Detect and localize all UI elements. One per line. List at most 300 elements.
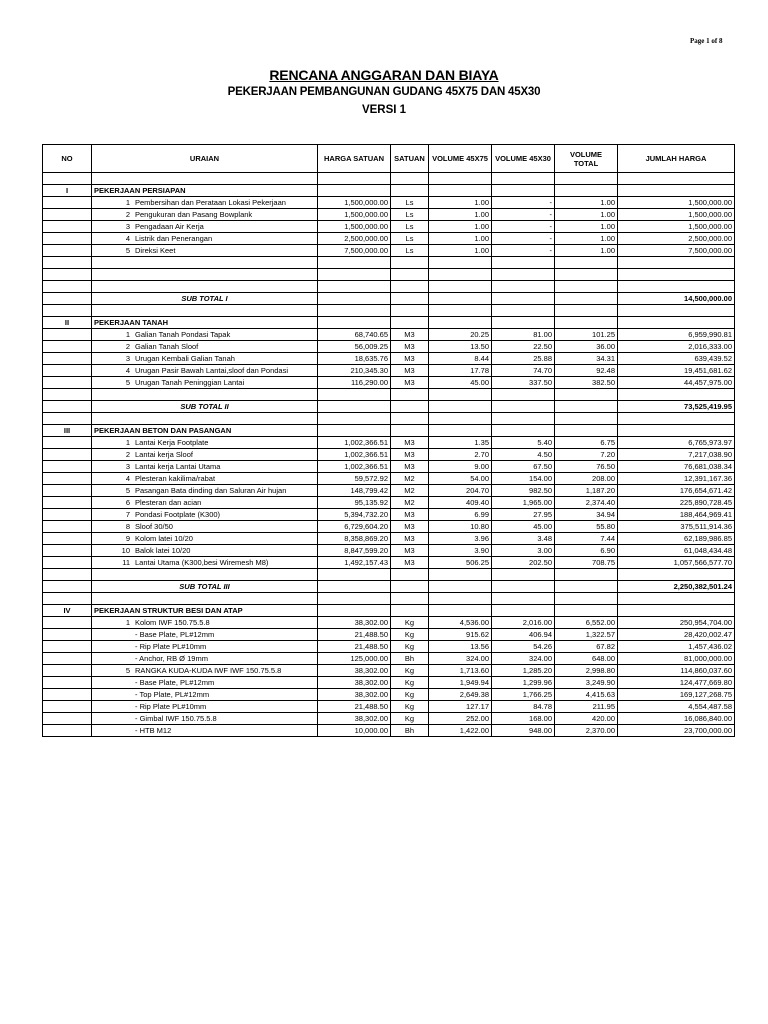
subtotal-row [43, 293, 735, 305]
unit-price: 95,135.92 [318, 497, 391, 509]
blank-cell [492, 185, 555, 197]
blank-cell [429, 593, 492, 605]
volume-45x30: 81.00 [492, 329, 555, 341]
unit: M3 [391, 545, 429, 557]
section-title: PEKERJAAN STRUKTUR BESI DAN ATAP [92, 605, 318, 617]
unit-price: 1,002,366.51 [318, 449, 391, 461]
volume-45x30: 324.00 [492, 653, 555, 665]
table-header-row [43, 145, 735, 173]
table-row [43, 245, 735, 257]
volume-45x75: 204.70 [429, 485, 492, 497]
blank-cell [92, 413, 318, 425]
item-number: 5 [125, 245, 130, 255]
blank-cell [391, 185, 429, 197]
table-row [43, 641, 735, 653]
total-price: 225,890,728.45 [618, 497, 735, 509]
row-section-cell [43, 617, 92, 629]
volume-45x30: - [492, 197, 555, 209]
item-text: Balok latei 10/20 [135, 545, 191, 555]
section-number: III [43, 425, 92, 437]
total-price: 1,500,000.00 [618, 221, 735, 233]
table-body [43, 173, 735, 737]
volume-total: 1.00 [555, 245, 618, 257]
table-row [43, 209, 735, 221]
unit-price: 1,500,000.00 [318, 221, 391, 233]
volume-45x75: 1.00 [429, 221, 492, 233]
row-section-cell [43, 677, 92, 689]
item-text: Pondasi Footplate (K300) [135, 509, 221, 519]
item-text: RANGKA KUDA-KUDA IWF IWF 150.75.5.8 [135, 665, 282, 675]
item-description [92, 617, 318, 629]
volume-45x75: 1,422.00 [429, 725, 492, 737]
item-number: 4 [125, 233, 130, 243]
volume-45x30: 67.50 [492, 461, 555, 473]
section-header-row [43, 317, 735, 329]
blank-cell [429, 569, 492, 581]
subtotal-value: 14,500,000.00 [618, 293, 735, 305]
table-row [43, 377, 735, 389]
volume-45x30: 1,766.25 [492, 689, 555, 701]
unit: Ls [391, 197, 429, 209]
section-number: IV [43, 605, 92, 617]
blank-cell [555, 413, 618, 425]
blank-cell [43, 581, 92, 593]
total-price: 1,057,566,577.70 [618, 557, 735, 569]
blank-cell [92, 569, 318, 581]
row-section-cell [43, 341, 92, 353]
blank-cell [429, 605, 492, 617]
blank-cell [391, 425, 429, 437]
table-row [43, 461, 735, 473]
blank-cell [555, 185, 618, 197]
blank-cell [555, 389, 618, 401]
volume-45x75: 127.17 [429, 701, 492, 713]
blank-cell [555, 257, 618, 269]
volume-total: 1.00 [555, 221, 618, 233]
volume-45x30: 74.70 [492, 365, 555, 377]
item-description [92, 473, 318, 485]
table-row [43, 437, 735, 449]
unit: M3 [391, 365, 429, 377]
blank-cell [429, 425, 492, 437]
volume-45x75: 506.25 [429, 557, 492, 569]
unit-price: 2,500,000.00 [318, 233, 391, 245]
blank-cell [391, 257, 429, 269]
blank-cell [555, 401, 618, 413]
blank-cell [492, 257, 555, 269]
unit: M2 [391, 497, 429, 509]
item-number: 11 [122, 557, 130, 567]
total-price: 28,420,002.47 [618, 629, 735, 641]
table-row [43, 725, 735, 737]
section-title: PEKERJAAN BETON DAN PASANGAN [92, 425, 318, 437]
volume-45x75: 4,536.00 [429, 617, 492, 629]
volume-total: 101.25 [555, 329, 618, 341]
item-number: 1 [125, 437, 130, 447]
unit: M3 [391, 377, 429, 389]
volume-total: 1,187.20 [555, 485, 618, 497]
item-text: Pengukuran dan Pasang Bowplank [135, 209, 253, 219]
blank-cell [43, 305, 92, 317]
blank-cell [492, 305, 555, 317]
blank-cell [92, 389, 318, 401]
volume-total: 4,415.63 [555, 689, 618, 701]
volume-total: 1.00 [555, 233, 618, 245]
blank-cell [429, 293, 492, 305]
volume-45x30: - [492, 209, 555, 221]
blank-cell [492, 605, 555, 617]
volume-45x30: 27.95 [492, 509, 555, 521]
blank-cell [492, 269, 555, 281]
subtotal-value: 2,250,382,501.24 [618, 581, 735, 593]
unit-price: 10,000.00 [318, 725, 391, 737]
volume-45x30: 22.50 [492, 341, 555, 353]
item-description [92, 233, 318, 245]
item-description [92, 461, 318, 473]
header-jumlah-harga: JUMLAH HARGA [618, 145, 735, 173]
total-price: 16,086,840.00 [618, 713, 735, 725]
total-price: 12,391,167.36 [618, 473, 735, 485]
volume-total: 55.80 [555, 521, 618, 533]
header-satuan: SATUAN [391, 145, 429, 173]
header-volume-total: VOLUME TOTAL [555, 145, 618, 173]
document-version: VERSI 1 [361, 104, 407, 116]
volume-45x30: 406.94 [492, 629, 555, 641]
total-price: 61,048,434.48 [618, 545, 735, 557]
unit-price: 21,488.50 [318, 641, 391, 653]
item-description [92, 521, 318, 533]
total-price: 19,451,681.62 [618, 365, 735, 377]
item-number: 6 [125, 497, 130, 507]
blank-cell [492, 401, 555, 413]
item-text: Pasangan Bata dinding dan Saluran Air hujan [135, 485, 287, 495]
unit: Kg [391, 641, 429, 653]
item-text: Galian Tanah Sloof [135, 341, 199, 351]
blank-cell [429, 413, 492, 425]
unit-price: 125,000.00 [318, 653, 391, 665]
unit-price: 21,488.50 [318, 701, 391, 713]
blank-cell [318, 593, 391, 605]
item-description [92, 665, 318, 677]
blank-cell [429, 581, 492, 593]
blank-cell [43, 401, 92, 413]
blank-cell [318, 269, 391, 281]
item-number: 10 [121, 545, 130, 555]
item-text: Listrik dan Penerangan [135, 233, 213, 243]
blank-cell [429, 257, 492, 269]
unit: M3 [391, 557, 429, 569]
table-row [43, 221, 735, 233]
row-section-cell [43, 545, 92, 557]
row-section-cell [43, 437, 92, 449]
volume-total: 211.95 [555, 701, 618, 713]
section-header-row [43, 185, 735, 197]
volume-45x75: 1.00 [429, 197, 492, 209]
unit-price: 56,009.25 [318, 341, 391, 353]
row-section-cell [43, 197, 92, 209]
unit: M3 [391, 341, 429, 353]
table-row [43, 353, 735, 365]
row-section-cell [43, 725, 92, 737]
blank-cell [555, 581, 618, 593]
blank-row [43, 257, 735, 269]
volume-45x75: 3.90 [429, 545, 492, 557]
item-description [92, 533, 318, 545]
item-description [92, 377, 318, 389]
volume-total: 382.50 [555, 377, 618, 389]
item-number: 1 [125, 329, 130, 339]
blank-cell [391, 389, 429, 401]
blank-cell [391, 605, 429, 617]
blank-cell [318, 425, 391, 437]
item-description [92, 341, 318, 353]
item-description [92, 365, 318, 377]
row-section-cell [43, 245, 92, 257]
item-number: 9 [125, 533, 130, 543]
total-price: 23,700,000.00 [618, 725, 735, 737]
item-number: 3 [125, 353, 130, 363]
volume-45x75: 10.80 [429, 521, 492, 533]
blank-cell [618, 317, 735, 329]
item-text: Plesteran dan acian [135, 497, 202, 507]
subtotal-label: SUB TOTAL I [92, 293, 318, 305]
row-section-cell [43, 641, 92, 653]
total-price: 169,127,268.75 [618, 689, 735, 701]
section-number: I [43, 185, 92, 197]
volume-45x75: 3.96 [429, 533, 492, 545]
total-price: 44,457,975.00 [618, 377, 735, 389]
blank-cell [391, 173, 429, 185]
item-number: 1 [125, 617, 130, 627]
volume-total: 2,370.00 [555, 725, 618, 737]
unit: M3 [391, 437, 429, 449]
unit: Bh [391, 725, 429, 737]
volume-45x30: 154.00 [492, 473, 555, 485]
blank-cell [391, 317, 429, 329]
table-row [43, 689, 735, 701]
unit: M3 [391, 329, 429, 341]
table-row [43, 677, 735, 689]
volume-45x75: 2.70 [429, 449, 492, 461]
volume-total: 1.00 [555, 197, 618, 209]
item-text: Plesteran kakilima/rabat [135, 473, 216, 483]
blank-row [43, 389, 735, 401]
item-description [92, 557, 318, 569]
item-description [92, 449, 318, 461]
table-row [43, 617, 735, 629]
table-row [43, 341, 735, 353]
blank-row [43, 173, 735, 185]
volume-45x75: 1,949.94 [429, 677, 492, 689]
volume-45x75: 1.00 [429, 245, 492, 257]
volume-45x30: 54.26 [492, 641, 555, 653]
blank-cell [43, 413, 92, 425]
blank-cell [92, 173, 318, 185]
total-price: 76,681,038.34 [618, 461, 735, 473]
unit-price: 38,302.00 [318, 617, 391, 629]
header-no: NO [43, 145, 92, 173]
blank-row [43, 281, 735, 293]
item-description [92, 329, 318, 341]
blank-cell [391, 293, 429, 305]
row-section-cell [43, 365, 92, 377]
volume-45x75: 9.00 [429, 461, 492, 473]
unit: M3 [391, 449, 429, 461]
blank-row [43, 569, 735, 581]
total-price: 639,439.52 [618, 353, 735, 365]
blank-cell [492, 281, 555, 293]
table-row [43, 701, 735, 713]
volume-total: 34.31 [555, 353, 618, 365]
item-text: Lantai Utama (K300,besi Wiremesh M8) [135, 557, 269, 567]
blank-cell [391, 593, 429, 605]
volume-total: 36.00 [555, 341, 618, 353]
total-price: 7,217,038.90 [618, 449, 735, 461]
unit: Kg [391, 689, 429, 701]
blank-cell [391, 569, 429, 581]
item-number: 5 [125, 665, 130, 675]
volume-45x75: 13.50 [429, 341, 492, 353]
unit: M3 [391, 521, 429, 533]
blank-cell [92, 593, 318, 605]
total-price: 124,477,669.80 [618, 677, 735, 689]
total-price: 1,457,436.02 [618, 641, 735, 653]
volume-total: 6,552.00 [555, 617, 618, 629]
blank-cell [618, 305, 735, 317]
blank-cell [429, 269, 492, 281]
volume-45x30: 45.00 [492, 521, 555, 533]
item-description [92, 485, 318, 497]
blank-cell [43, 569, 92, 581]
unit-price: 38,302.00 [318, 665, 391, 677]
unit: M2 [391, 473, 429, 485]
section-title: PEKERJAAN PERSIAPAN [92, 185, 318, 197]
subtotal-label: SUB TOTAL III [92, 581, 318, 593]
document-title: RENCANA ANGGARAN DAN BIAYA [269, 67, 499, 83]
header-volume-45x75: VOLUME 45X75 [429, 145, 492, 173]
unit-price: 21,488.50 [318, 629, 391, 641]
row-section-cell [43, 377, 92, 389]
section-header-row [43, 425, 735, 437]
row-section-cell [43, 329, 92, 341]
table-row [43, 197, 735, 209]
blank-cell [618, 185, 735, 197]
item-number: 2 [125, 341, 130, 351]
blank-cell [318, 185, 391, 197]
blank-cell [429, 401, 492, 413]
blank-cell [618, 569, 735, 581]
blank-cell [492, 173, 555, 185]
volume-total: 1,322.57 [555, 629, 618, 641]
row-section-cell [43, 353, 92, 365]
volume-total: 208.00 [555, 473, 618, 485]
subtotal-row [43, 581, 735, 593]
total-price: 2,016,333.00 [618, 341, 735, 353]
table-row [43, 329, 735, 341]
blank-cell [618, 389, 735, 401]
blank-cell [492, 389, 555, 401]
total-price: 4,554,487.58 [618, 701, 735, 713]
table-row [43, 629, 735, 641]
header-uraian: URAIAN [92, 145, 318, 173]
unit: Ls [391, 233, 429, 245]
volume-total: 2,998.80 [555, 665, 618, 677]
volume-total: 67.82 [555, 641, 618, 653]
volume-45x30: - [492, 221, 555, 233]
header-volume-45x30: VOLUME 45X30 [492, 145, 555, 173]
unit: M3 [391, 509, 429, 521]
volume-45x30: 1,285.20 [492, 665, 555, 677]
row-section-cell [43, 689, 92, 701]
unit: M2 [391, 485, 429, 497]
item-description: - HTB M12 [92, 725, 318, 737]
unit-price: 5,394,732.20 [318, 509, 391, 521]
blank-cell [92, 281, 318, 293]
blank-cell [618, 173, 735, 185]
item-text: Urugan Tanah Peninggian Lantai [135, 377, 245, 387]
volume-45x30: 3.00 [492, 545, 555, 557]
blank-row [43, 305, 735, 317]
blank-cell [555, 605, 618, 617]
volume-total: 92.48 [555, 365, 618, 377]
budget-table [42, 144, 735, 737]
volume-45x75: 20.25 [429, 329, 492, 341]
blank-row [43, 593, 735, 605]
total-price: 7,500,000.00 [618, 245, 735, 257]
volume-45x30: - [492, 233, 555, 245]
volume-45x75: 13.56 [429, 641, 492, 653]
blank-cell [43, 257, 92, 269]
blank-cell [618, 269, 735, 281]
blank-cell [618, 593, 735, 605]
row-section-cell [43, 221, 92, 233]
table-row [43, 713, 735, 725]
item-description [92, 437, 318, 449]
row-section-cell [43, 701, 92, 713]
table-row [43, 653, 735, 665]
volume-45x30: 25.88 [492, 353, 555, 365]
blank-cell [555, 281, 618, 293]
item-description: - Base Plate, PL#12mm [92, 677, 318, 689]
row-section-cell [43, 461, 92, 473]
blank-cell [43, 269, 92, 281]
blank-cell [43, 293, 92, 305]
blank-cell [318, 389, 391, 401]
row-section-cell [43, 557, 92, 569]
total-price: 81,000,000.00 [618, 653, 735, 665]
volume-total: 708.75 [555, 557, 618, 569]
volume-45x75: 1,713.60 [429, 665, 492, 677]
item-description [92, 497, 318, 509]
blank-cell [555, 425, 618, 437]
volume-total: 6.75 [555, 437, 618, 449]
total-price: 1,500,000.00 [618, 197, 735, 209]
unit-price: 6,729,604.20 [318, 521, 391, 533]
unit-price: 1,002,366.51 [318, 461, 391, 473]
volume-total: 34.94 [555, 509, 618, 521]
item-description: - Rip Plate PL#10mm [92, 641, 318, 653]
unit-price: 59,572.92 [318, 473, 391, 485]
item-description: - Base Plate, PL#12mm [92, 629, 318, 641]
row-section-cell [43, 497, 92, 509]
blank-row [43, 413, 735, 425]
blank-cell [391, 413, 429, 425]
item-description [92, 545, 318, 557]
volume-45x30: 2,016.00 [492, 617, 555, 629]
blank-cell [318, 413, 391, 425]
blank-cell [492, 317, 555, 329]
total-price: 6,959,990.81 [618, 329, 735, 341]
